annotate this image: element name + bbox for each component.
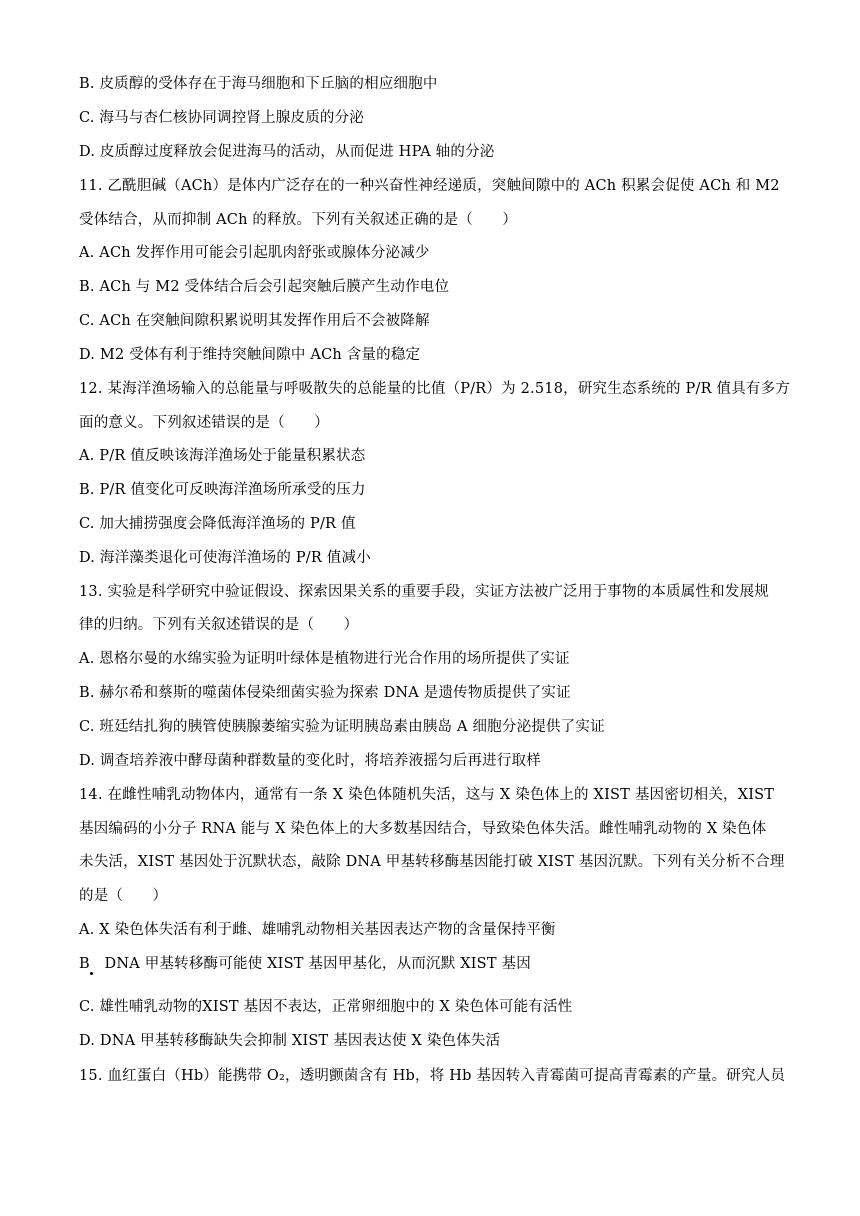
q14-option-d: D. DNA 甲基转移酶缺失会抑制 XIST 基因表达使 X 染色体失活 [79,1033,501,1049]
q12-option-a: A. P/R 值反映该海洋渔场处于能量积累状态 [79,448,366,464]
q13-option-a: A. 恩格尔曼的水绵实验为证明叶绿体是植物进行光合作用的场所提供了实证 [79,651,570,667]
q11-option-c: C. ACh 在突触间隙积累说明其发挥作用后不会被降解 [79,313,430,329]
q14-stem-line-4: 的是（ ） [79,888,168,904]
q11-option-a: A. ACh 发挥作用可能会引起肌肉舒张或腺体分泌减少 [79,245,430,261]
q11-stem-line-1: 11. 乙酰胆碱（ACh）是体内广泛存在的一种兴奋性神经递质，突触间隙中的 ACh 积累会促使 ACh 和 M2 [79,178,780,194]
q14-stem-line-1: 14. 在雌性哺乳动物体内，通常有一条 X 染色体随机失活，这与 X 染色体上的 XIST 基因密切相关，XIST [79,787,775,803]
q14-option-c: C. 雄性哺乳动物的XIST 基因不表达，正常卵细胞中的 X 染色体可能有活性 [79,999,573,1015]
q14-stem-line-3: 未失活，XIST 基因处于沉默状态，敲除 DNA 甲基转移酶基因能打破 XIST 基因沉默。下列有关分析不合理 [79,854,785,870]
q13-option-d: D. 调查培养液中酵母菌种群数量的变化时，将培养液摇匀后再进行取样 [79,753,541,769]
q11-option-d: D. M2 受体有利于维持突触间隙中 ACh 含量的稳定 [79,347,421,363]
q12-option-b: B. P/R 值变化可反映海洋渔场所承受的压力 [79,482,366,498]
q14-stem-line-2: 基因编码的小分子 RNA 能与 X 染色体上的大多数基因结合，导致染色体失活。雌性哺乳动物的 X 染色体 [79,821,767,837]
q12-option-c: C. 加大捕捞强度会降低海洋渔场的 P/R 值 [79,516,356,532]
q10-option-b: B. 皮质醇的受体存在于海马细胞和下丘脑的相应细胞中 [79,76,438,92]
q10-option-d: D. 皮质醇过度释放会促进海马的活动，从而促进 HPA 轴的分泌 [79,144,495,160]
q11-option-b: B. ACh 与 M2 受体结合后会引起突触后膜产生动作电位 [79,279,450,295]
q10-option-c: C. 海马与杏仁核协同调控肾上腺皮质的分泌 [79,110,364,126]
q14-option-b: B DNA 甲基转移酶可能使 XIST 基因甲基化，从而沉默 XIST 基因 [79,956,531,972]
q11-stem-line-2: 受体结合，从而抑制 ACh 的释放。下列有关叙述正确的是（ ） [79,212,518,228]
q15-stem-line-1: 15. 血红蛋白（Hb）能携带 O₂，透明颤菌含有 Hb，将 Hb 基因转入青霉菌可提高青霉素的产量。研究人员 [79,1068,786,1084]
stray-dot-mark [90,972,93,975]
q13-stem-line-2: 律的归纳。下列有关叙述错误的是（ ） [79,617,359,633]
q14-option-a: A. X 染色体失活有利于雌、雄哺乳动物相关基因表达产物的含量保持平衡 [79,922,556,938]
q12-stem-line-1: 12. 某海洋渔场输入的总能量与呼吸散失的总能量的比值（P/R）为 2.518，研究生态系统的 P/R 值具有多方 [79,381,791,397]
q13-stem-line-1: 13. 实验是科学研究中验证假设、探索因果关系的重要手段，实证方法被广泛用于事物的本质属性和发展规 [79,584,769,600]
q13-option-b: B. 赫尔希和蔡斯的噬菌体侵染细菌实验为探索 DNA 是遗传物质提供了实证 [79,685,571,701]
q12-stem-line-2: 面的意义。下列叙述错误的是（ ） [79,415,329,431]
q12-option-d: D. 海洋藻类退化可使海洋渔场的 P/R 值减小 [79,550,371,566]
q13-option-c: C. 班廷结扎狗的胰管使胰腺萎缩实验为证明胰岛素由胰岛 A 细胞分泌提供了实证 [79,719,605,735]
